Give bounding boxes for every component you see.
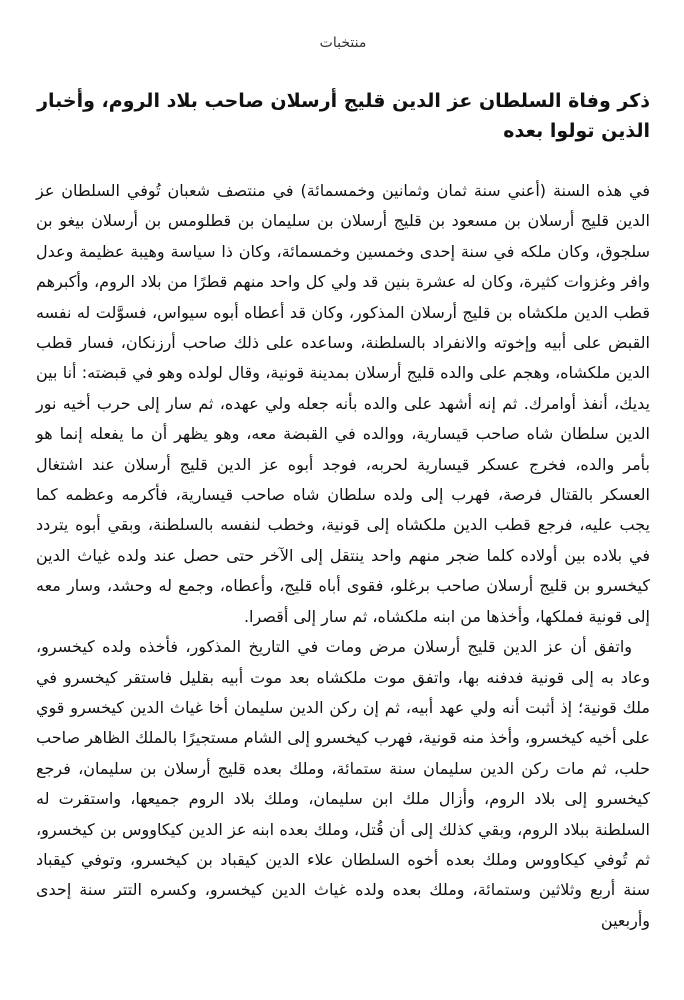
paragraph-2: واتفق أن عز الدين قليج أرسلان مرض ومات في التاريخ المذكور، فأخذه ولده كيخسرو، وعاد به إلى قونية فدفنه بها، واتفق موت ملكشاه بعد موت أبيه بقليل فاستقر كيخسرو في ملك قونية؛ إذ أثبت أنه ولي عهد أبيه، ثم إن ركن الدين سليمان أخا غياث الدين كيخسرو قوي على أخيه كيخسرو، وأخذ منه قونية، فهرب كيخسرو إلى الشام مستجيرًا بالملك الظاهر صاحب حلب، ثم مات ركن الدين سليمان سنة ستمائة، وملك بعده قليج أرسلان بن سليمان، فرجع كيخسرو إلى بلاد الروم، وأزال ملك ابن سليمان، وملك بلاد الروم جميعها، واستقرت له السلطنة ببلاد الروم، وبقي كذلك إلى أن قُتل، وملك بعده ابنه عز الدين كيكاووس بن كيخسرو، ثم تُوفي كيكاووس وملك بعده أخوه السلطان علاء الدين كيقباد بن كيخسرو، وتوفي كيقباد سنة أربع وثلاثين وستمائة، وملك بعده ولده غياث الدين كيخسرو، وكسره التتر سنة إحدى وأربعين bbox=[36, 637, 650, 930]
running-header: منتخبات bbox=[319, 35, 367, 51]
section-heading: ذكر وفاة السلطان عز الدين قليج أرسلان صاحب بلاد الروم، وأخبار الذين تولوا بعده bbox=[37, 90, 650, 142]
paragraph-1: في هذه السنة (أعني سنة ثمان وثمانين وخمسمائة) في منتصف شعبان تُوفي السلطان عز الدين قليج أرسلان بن مسعود بن قليج أرسلان بن سليمان بن قطلومس بن أرسلان بيغو بن سلجوق، وكان ملكه في سنة إحدى وخمسين وخمسمائة، وكان ذا سياسة وهيبة عظيمة وعدل وافر وغزوات كثيرة، وكان له عشرة بنين قد ولي كل واحد منهم قطرًا من بلاد الروم، وأكبرهم قطب الدين ملكشاه بن قليج أرسلان المذكور، وكان قد أعطاه أبوه سيواس، فسوَّلت له نفسه القبض على أبيه وإخوته والانفراد بالسلطنة، وساعده على ذلك صاحب أرزنكان، فسار قطب الدين ملكشاه، وهجم على والده قليج أرسلان بمدينة قونية، وقال لولده وهو في قبضته: أنا بين يديك، أنفذ أوامرك. ثم إنه أشهد على والده بأنه جعله ولي عهده، ثم سار إلى حرب أخيه نور الدين سلطان شاه صاحب قيسارية، ووالده في القبضة معه، وهو يظهر أن ما يفعله إنما هو بأمر والده، فخرج عسكر قيسارية لحربه، فوجد أبوه عز الدين قليج أرسلان عند اشتغال العسكر بالقتال فرصة، فهرب إلى ولده سلطان شاه صاحب قيسارية، فأكرمه وعظمه كما يجب عليه، فرجع قطب الدين ملكشاه إلى قونية، وخطب لنفسه بالسلطنة، وبقي أبوه يتردد في بلاده بين أولاده كلما ضجر منهم واحد ينتقل إلى الآخر حتى حصل عند ولده غياث الدين كيخسرو بن قليج أرسلان صاحب برغلو، فقوى أباه قليج، وأعطاه، وجمع له وحشد، وسار معه إلى قونية فملكها، وأخذها من ابنه ملكشاه، ثم سار إلى أقصرا. bbox=[36, 181, 650, 626]
article-body bbox=[36, 176, 650, 936]
